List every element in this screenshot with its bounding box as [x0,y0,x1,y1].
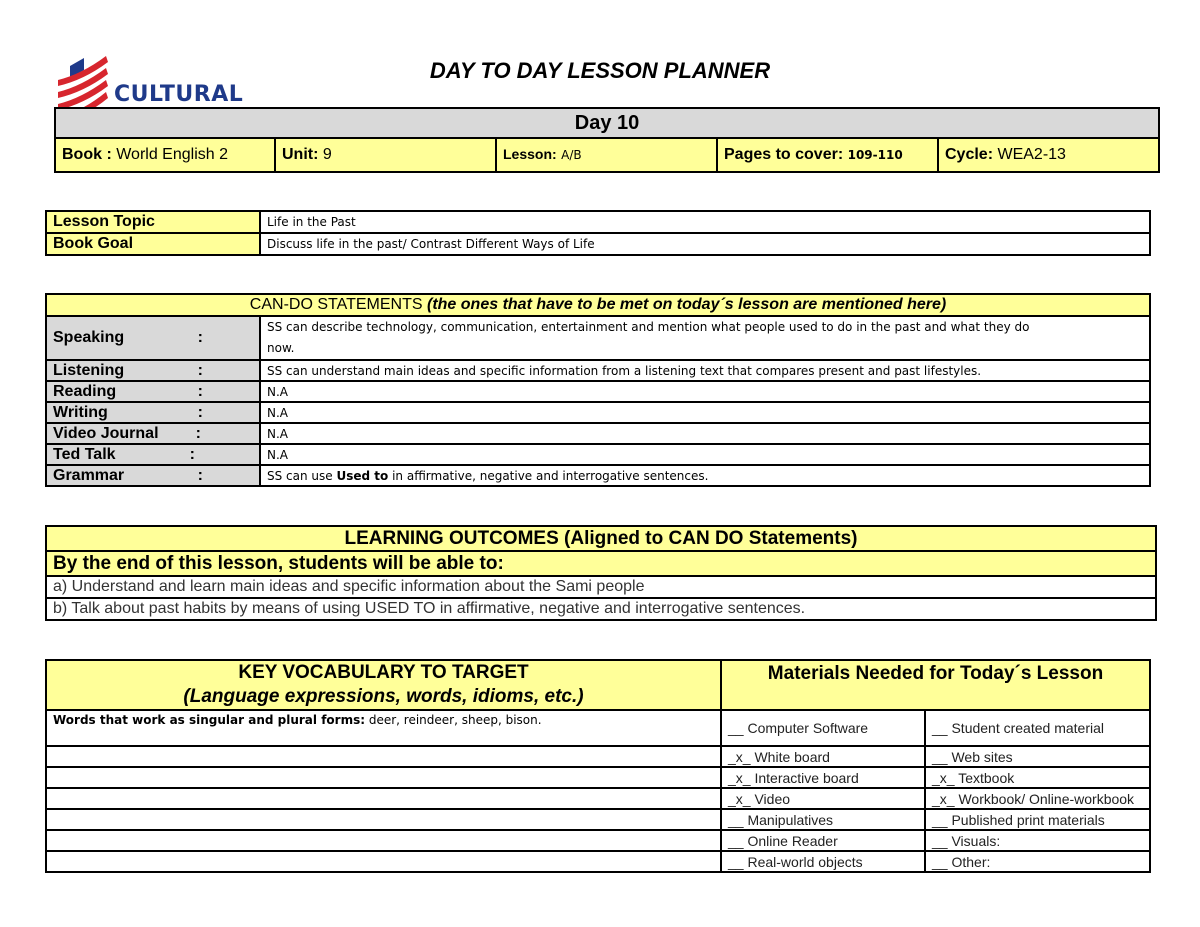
outcome-item: b) Talk about past habits by means of using USED TO in affirmative, negative and interrogative sentences. [46,598,1156,620]
material-item: __ Other: [925,851,1150,872]
cando-label-grammar: Grammar : [46,465,260,486]
material-item: __ Online Reader [721,830,925,851]
lesson-cell [496,138,717,172]
materials-title: Materials Needed for Today´s Lesson [721,660,1150,710]
vocab-title [46,660,721,710]
material-item: __ Student created material [925,710,1150,746]
vocab-row [46,746,721,767]
vocab-row [46,767,721,788]
goal-value: Discuss life in the past/ Contrast Different Ways of Life [260,233,1150,255]
cando-label-reading: Reading : [46,381,260,402]
cando-title-main: CAN-DO STATEMENTS [249,296,423,313]
material-item: _x_ Video [721,788,925,809]
book-cell [55,138,275,172]
unit-value: 9 [322,146,332,163]
vocab-row [46,851,721,872]
cando-title-note: (the ones that have to be met on today´s lesson are mentioned here) [427,296,947,313]
topic-label: Lesson Topic [46,211,260,233]
vocab-row: Words that work as singular and plural forms: deer, reindeer, sheep, bison. [46,710,721,746]
outcome-item: a) Understand and learn main ideas and specific information about the Sami people [46,576,1156,598]
cando-label-writing: Writing : [46,402,260,423]
vocab-title-line1: KEY VOCABULARY TO TARGET [238,662,529,683]
cycle-label: Cycle: [945,146,994,163]
outcomes-title: LEARNING OUTCOMES (Aligned to CAN DO Statements) [46,526,1156,551]
unit-label: Unit: [282,146,319,163]
vocab-title-line2: (Language expressions, words, idioms, etc.) [183,686,584,707]
outcomes-table [45,525,1157,621]
material-item: __ Visuals: [925,830,1150,851]
unit-cell [275,138,496,172]
day-label: Day 10 [574,111,640,134]
cando-table [45,293,1151,487]
material-item: __ Real-world objects [721,851,925,872]
material-item: __ Manipulatives [721,809,925,830]
material-item: _x_ Interactive board [721,767,925,788]
day-cell [55,108,1159,138]
vocab-row [46,788,721,809]
book-value: World English 2 [116,146,228,163]
pages-cell [717,138,938,172]
header-table [54,107,1160,173]
cando-title [46,294,1150,316]
material-item: __ Computer Software [721,710,925,746]
goal-label: Book Goal [46,233,260,255]
material-item: _x_ White board [721,746,925,767]
vocab-row [46,809,721,830]
page-title: DAY TO DAY LESSON PLANNER [429,58,771,83]
material-item: __ Web sites [925,746,1150,767]
cando-value-reading: N.A [260,381,1150,402]
vocab-row [46,830,721,851]
pages-value: 109-110 [847,148,903,162]
lesson-value: A/B [561,148,582,162]
cando-value-ted-talk: N.A [260,444,1150,465]
topic-table [45,210,1151,256]
pages-label: Pages to cover: [724,146,844,163]
outcomes-subtitle: By the end of this lesson, students will be able to: [46,551,1156,576]
vocab-materials-table [45,659,1151,873]
cando-label-ted-talk: Ted Talk : [46,444,260,465]
cycle-cell [938,138,1159,172]
book-label: Book : [62,146,112,163]
cando-value-grammar: SS can use Used to in affirmative, negative and interrogative sentences. [260,465,1150,486]
logo-text: CULTURAL [114,82,244,107]
material-item: __ Published print materials [925,809,1150,830]
lesson-label: Lesson: [503,146,557,162]
material-item: _x_ Textbook [925,767,1150,788]
cycle-value: WEA2-13 [997,146,1066,163]
cando-value-writing: N.A [260,402,1150,423]
cando-value-listening: SS can understand main ideas and specific information from a listening text that compares present and past lifestyles. [260,360,1150,381]
cando-label-speaking: Speaking : [46,316,260,360]
cando-label-video-journal: Video Journal : [46,423,260,444]
cando-value-speaking: SS can describe technology, communication, entertainment and mention what people used to do in the past and what they do now. [260,316,1150,360]
cando-label-listening: Listening : [46,360,260,381]
topic-value: Life in the Past [260,211,1150,233]
cando-value-video-journal: N.A [260,423,1150,444]
material-item: _x_ Workbook/ Online-workbook [925,788,1150,809]
